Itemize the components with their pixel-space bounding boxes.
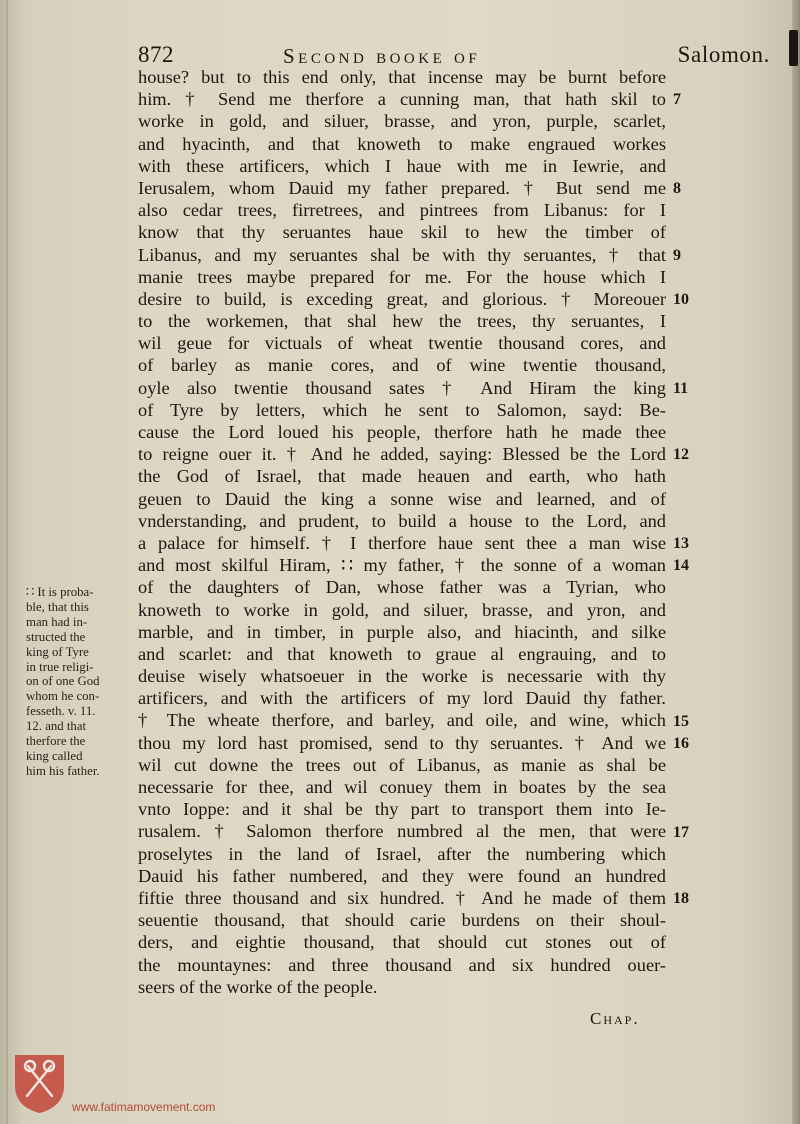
verse-number: 9 xyxy=(673,246,681,264)
verse-number: 12 xyxy=(673,446,689,464)
annotation-line: therfore the xyxy=(26,734,86,749)
text-line: Libanus, and my seruantes shal be with thy seruantes, † that xyxy=(138,244,666,265)
text-line: desire to build, is exceding great, and glorious. † Moreouer xyxy=(138,288,666,309)
text-line: seers of the worke of the people. xyxy=(138,976,378,997)
annotation-line: king called xyxy=(26,748,83,763)
text-line: a palace for himself. † I therfore haue sent thee a man wise xyxy=(138,532,666,553)
verse-number: 17 xyxy=(673,823,689,841)
annotation-line: him his father. xyxy=(26,763,100,778)
text-line: necessarie for thee, and wil conuey them in boates by the sea xyxy=(138,777,666,797)
annotation-line: fesseth. v. 11. xyxy=(26,704,96,719)
corner-mark xyxy=(789,30,798,66)
text-line: wil geue for victuals of wheat twentie thousand cores, and xyxy=(138,333,666,354)
text-line: to reigne ouer it. † And he added, saying: Blessed be the Lord xyxy=(138,444,666,465)
text-line: know that thy seruantes haue skil to hew the timber of xyxy=(138,222,666,243)
text-line: fiftie three thousand and six hundred. † And he made of them xyxy=(138,887,666,908)
text-line: knoweth to worke in gold, and siluer, brasse, and yron, and xyxy=(138,599,666,620)
text-line: house? but to this end only, that incense may be burnt before xyxy=(138,67,666,87)
text-line: cause the Lord loued his people, therfore hath he made thee xyxy=(138,422,666,442)
annotation-line: 12. and that xyxy=(26,719,87,734)
verse-number: 15 xyxy=(673,712,689,730)
text-line: Dauid his father numbered, and they were found an hundred xyxy=(138,865,666,886)
text-line: deuise wisely whatsoeuer in the worke is necessarie with thy xyxy=(138,666,666,687)
verse-number: 18 xyxy=(673,890,689,908)
catchword: Chap. xyxy=(590,1009,640,1028)
margin-annotation xyxy=(26,585,138,779)
text-line: with these artificers, which I haue with me in Iewrie, and xyxy=(138,155,666,176)
text-line: proselytes in the land of Israel, after the numbering which xyxy=(138,843,666,864)
verse-number: 13 xyxy=(673,535,689,553)
running-head-book: Salomon. xyxy=(677,42,770,67)
annotation-line: ∷ It is proba- xyxy=(26,585,94,599)
text-line: manie trees maybe prepared for me. For the house which I xyxy=(138,266,666,287)
annotation-line: king of Tyre xyxy=(26,644,89,659)
annotation-line: ble, that this xyxy=(26,599,89,614)
text-line: rusalem. † Salomon therfore numbred al the men, that were xyxy=(138,821,666,842)
text-line: and hyacinth, and that knoweth to make engraued workes xyxy=(138,133,666,154)
text-line: the God of Israel, that made heauen and earth, who hath xyxy=(138,466,666,487)
text-line: seuentie thousand, that should carie burdens on their shoul- xyxy=(138,910,666,931)
verse-number: 11 xyxy=(673,379,689,397)
text-line: geuen to Dauid the king a sonne wise and learned, and of xyxy=(138,488,666,509)
verse-number: 10 xyxy=(673,291,689,308)
text-line: oyle also twentie thousand sates † And Hiram the king xyxy=(138,377,666,398)
text-line: him. † Send me therfore a cunning man, that hath skil to xyxy=(138,89,666,110)
verse-number-column xyxy=(673,0,713,1124)
text-line: of barley as manie cores, and of wine twentie thousand, xyxy=(138,355,666,376)
text-line: worke in gold, and siluer, brasse, and yron, purple, scarlet, xyxy=(138,111,666,132)
text-line: ders, and eightie thousand, that should cut stones out of xyxy=(138,932,666,953)
annotation-line: on of one God xyxy=(26,674,100,689)
text-line: and scarlet: and that knoweth to graue al engrauing, and to xyxy=(138,643,666,664)
text-line: of the daughters of Dan, whose father was a Tyrian, who xyxy=(138,577,666,598)
annotation-line: whom he con- xyxy=(26,689,100,704)
page-number: 872 xyxy=(138,42,174,67)
text-line: † The wheate therfore, and barley, and oile, and wine, which xyxy=(138,710,666,731)
text-line: the mountaynes: and three thousand and six hundred ouer- xyxy=(138,954,666,975)
annotation-line: structed the xyxy=(26,629,86,644)
verse-number: 8 xyxy=(673,180,681,197)
watermark-url[interactable]: www.fatimamovement.com xyxy=(72,1100,216,1114)
annotation-line: man had in- xyxy=(26,614,88,629)
annotation-line: in true religi- xyxy=(26,659,94,674)
text-line: vnto Ioppe: and it shal be thy part to transport them into Ie- xyxy=(138,799,666,820)
text-line: wil cut downe the trees out of Libanus, as manie as shal be xyxy=(138,754,666,775)
verse-number: 7 xyxy=(673,91,681,109)
text-line: to the workemen, that shal hew the trees, thy seruantes, I xyxy=(138,311,666,332)
gutter-shadow xyxy=(6,0,8,1124)
text-line: Ierusalem, whom Dauid my father prepared. † But send me xyxy=(138,177,666,198)
verse-number: 14 xyxy=(673,557,689,575)
running-head: Second booke of xyxy=(283,44,481,68)
text-line: also cedar trees, firretrees, and pintrees from Libanus: for I xyxy=(138,200,666,221)
text-line: and most skilful Hiram, ∷ my father, † the sonne of a woman xyxy=(138,555,666,576)
text-line: marble, and in timber, in purple also, and hiacinth, and silke xyxy=(138,621,666,642)
text-line: artificers, and with the artificers of my lord Dauid thy father. xyxy=(138,688,666,709)
shield-logo-icon xyxy=(12,1052,67,1114)
text-line: thou my lord hast promised, send to thy seruantes. † And we xyxy=(138,732,666,753)
main-text-block xyxy=(138,66,666,998)
text-line: of Tyre by letters, which he sent to Salomon, sayd: Be- xyxy=(138,399,666,420)
text-line: vnderstanding, and prudent, to build a house to the Lord, and xyxy=(138,510,666,531)
page-edge xyxy=(792,0,800,1124)
verse-number: 16 xyxy=(673,735,689,752)
